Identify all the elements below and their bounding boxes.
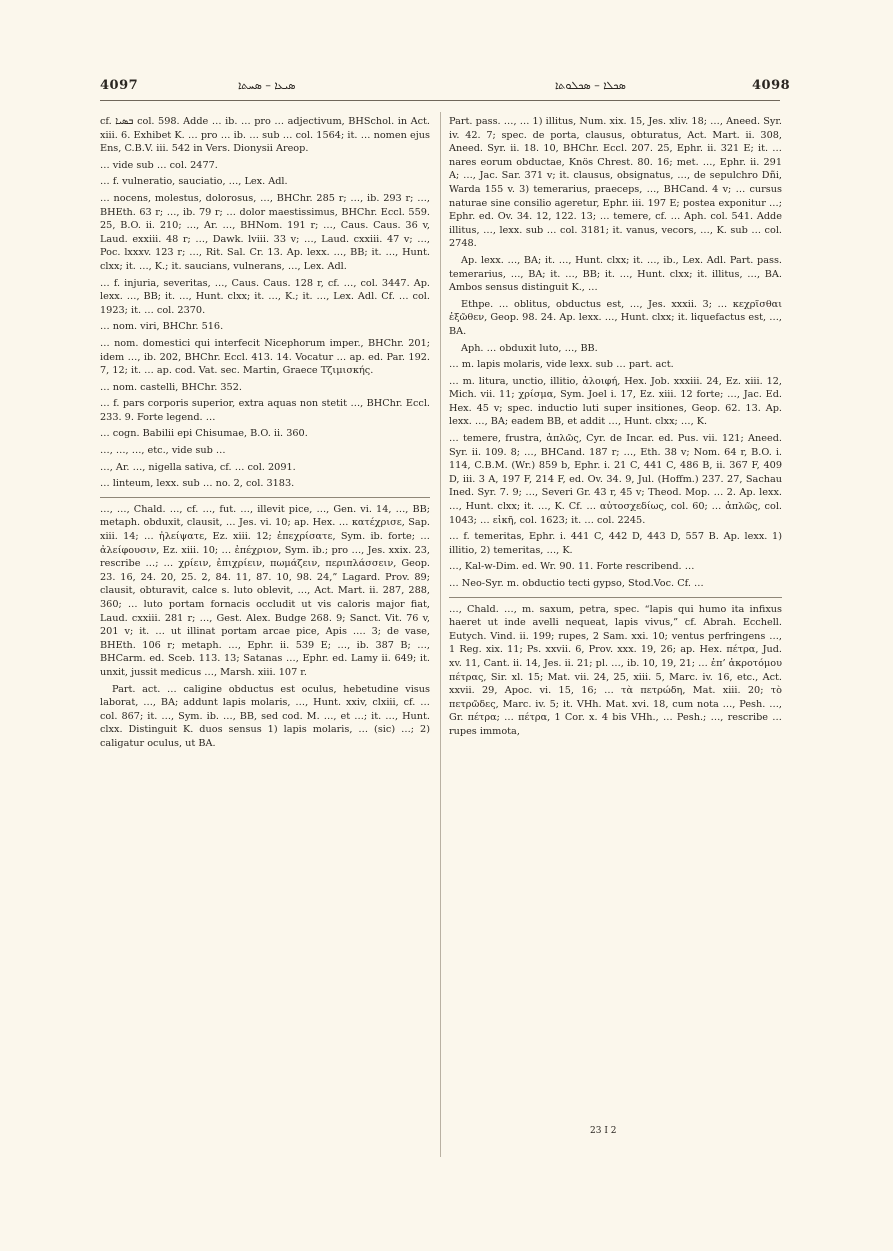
column-divider bbox=[440, 112, 441, 1157]
page-header bbox=[0, 78, 893, 102]
dictionary-entry: Ap. lexx. …, BA; it. …, Hunt. clxx; it. …, ib., Lex. Adl. Part. pass. temerarius, …, BA; it. …, BB; it. …, Hunt. clxx; it. illitus, …, BA. Ambos sensus distinguit K., … bbox=[449, 254, 782, 294]
dictionary-entry: … m. lapis molaris, vide lexx. sub … part. act. bbox=[449, 359, 674, 371]
dictionary-entry: … Neo-Syr. m. obductio tecti gypso, Stod.Voc. Cf. … bbox=[449, 578, 704, 589]
dictionary-entry: Aph. … obduxit luto, …, BB. bbox=[461, 342, 598, 354]
dictionary-entry: … vide sub … col. 2477. bbox=[100, 159, 218, 171]
dictionary-entry: … m. litura, unctio, illitio, ἀλοιφή, Hex. Job. xxxiii. 24, Ez. xiii. 12, Mich. vii. 11; χρίσμα, Sym. Joel i. 17, Ez. xiii. 12 forte; …, Jac. Ed. Hex. 45 v; spec. inductio luti super insitiones, Geop. 62. 13. Ap. lexx. …, BA; eadem BB, et addit …, Hunt. clxx; …, K. bbox=[449, 375, 782, 428]
dictionary-entry: …, Ar. …, nigella sativa, cf. … col. 2091. bbox=[100, 461, 296, 473]
header-rule bbox=[100, 100, 780, 101]
dictionary-entry: …, Chald. …, m. saxum, petra, spec. “lapis qui humo ita infixus haeret ut inde avelli nequeat, lapis vivus,” cf. Abrah. Ecchell. Eutych. Vind. ii. 199; rupes, 2 Sam. xxi. 10; ventus perfringens …, 1 Reg. xix. 11; Ps. xxvii. 6, Prov. xxx. 19, 26; ap. Hex. πέτρα, Jud. xv. 11, Cant. ii. 14, Jes. ii. 21; pl. …, ib. 10, 19, 21; … ἐπ’ ἀκροτόμου πέτρας, Sir. xl. 15; Mat. vii. 24, 25, xiii. 5, Marc. iv. 16, etc., Act. xxvii. 29, Apoc. vi. 15, 16; … τὰ πετρώδη, Mat. xiii. 20; τὸ πετρῶδες, Marc. iv. 5; it. VHh. Mat. xvi. 18, cum nota …, Pesh. …, Gr. πέτρα; … πέτρα, 1 Cor. x. 4 bis VHh., … Pesh.; …, rescribe … rupes immota, bbox=[449, 597, 782, 739]
dictionary-entry: …, …, Chald. …, cf. …, fut. …, illevit pice, …, Gen. vi. 14, …, BB; metaph. obduxit, clausit, … Jes. vi. 10; ap. Hex. … κατέχρισε, Sap. xiii. 14; … ἠλείψατε, Ez. xiii. 12; ἐπεχρίσατε, Sym. ib. forte; … ἀλείφουσιν, Ez. xiii. 10; … ἐπέχριον, Sym. ib.; pro …, Jes. xxix. 23, rescribe …; … χρίειν, ἐπιχρίειν, πωμάζειν, περιπλάσσειν, Geop. 23. 16, 24. 20, 25. 2, 84. 11, 87. 10, 98. 24,” Lagard. Prov. 89; clausit, obturavit, calce s. luto oblevit, …, Act. Mart. ii. 287, 288, 360; … luto portam fornacis occludit ut vis caloris major fiat, Laud. cxxiii. 281 r; …, Gest. Alex. Budge 268. 9; Sanct. Vit. 76 v, 201 v; it. … ut illinat portam arcae pice, Apis …. 3; de vase, BHEth. 106 r; metaph. …, Ephr. ii. 539 E; …, ib. 387 B; …, BHCarm. ed. Sceb. 113. 13; Satanas …, Ephr. ed. Lamy ii. 649; it. unxit, jussit medicus …, Marsh. xiii. 107 r. bbox=[100, 497, 430, 680]
right-column bbox=[449, 115, 782, 742]
dictionary-entry: … temere, frustra, ἀπλῶς, Cyr. de Incar. ed. Pus. vii. 121; Aneed. Syr. ii. 109. 8; …, BHCand. 187 r; …, Eth. 38 v; Nom. 64 r, B.O. i. 114, C.B.M. (Wr.) 859 b, Ephr. i. 21 C, 441 C, 486 B, ii. 367 F, 409 D, iii. 3 A, 197 F, 214 F, ed. Ov. 34. 9, Jul. (Hoffm.) 237. 27, Sachau Ined. Syr. 7. 9; …, Severi Gr. 43 r, 45 v; Theod. Mop. … 2. Ap. lexx. …, Hunt. clxx; it. …, K. Cf. … αὐτοσχεδίως, col. 60; … ἁπλῶς, col. 1043; … εἰκῆ, col. 1623; it. … col. 2245. bbox=[449, 433, 782, 526]
dictionary-entry: … f. pars corporis superior, extra aquas non stetit …, BHChr. Eccl. 233. 9. Forte legend. … bbox=[100, 398, 430, 423]
dictionary-entry: …, Kal-w-Dim. ed. Wr. 90. 11. Forte rescribend. … bbox=[449, 561, 695, 573]
dictionary-entry: Part. pass. …, … 1) illitus, Num. xix. 15, Jes. xliv. 18; …, Aneed. Syr. iv. 42. 7; spec. de porta, clausus, obturatus, Act. Mart. ii. 308, Aneed. Syr. ii. 18. 10, BHChr. Eccl. 207. 25, Ephr. ii. 321 E; it. … nares eorum obductae, Knös Chrest. 80. 16; met. …, Ephr. ii. 291 A; …, Jac. Sar. 371 v; it. clausus, obsignatus, …, de sepulchro Dñi, Warda 155 v. 3) temerarius, praeceps, …, BHCand. 4 v; … cursus naturae sine consilio ageretur, Ephr. iii. 197 E; postea exponitur …; Ephr. ed. Ov. 34. 12, 122. 13; … temere, cf. … Aph. col. 541. Adde illitus, …, lexx. sub … col. 3181; it. vanus, vecors, …, K. sub … col. 2748. bbox=[449, 116, 782, 250]
dictionary-entry: … nocens, molestus, dolorosus, …, BHChr. 285 r; …, ib. 293 r; …, BHEth. 63 r; …, ib. 79 r; … dolor maestissimus, BHChr. Eccl. 559. 25, B.O. ii. 210; …, Ar. …, BHNom. 191 r; …, Caus. Caus. 36 v, Laud. exxiii. 48 r; …, Dawk. lviii. 33 v; …, Laud. cxxiii. 47 v; …, Poc. lxxxv. 123 r; …, Rit. Sal. Cr. 13. Ap. lexx. …, BB; it. …, Hunt. clxx; it. …, K.; it. saucians, vulnerans, …, Lex. Adl. bbox=[100, 192, 430, 272]
dictionary-entry: … nom. domestici qui interfecit Nicephorum imper., BHChr. 201; idem …, ib. 202, BHChr. Eccl. 413. 14. Vocatur … ap. ed. Par. 192. 7, 12; it. … ap. cod. Vat. sec. Martin, Graece Τζιμισκής. bbox=[100, 337, 430, 377]
dictionary-entry: cf. ܒܣܝܐ col. 598. Adde … ib. … pro … adjectivum, BHSchol. in Act. xiii. 6. Exhibet K. … pro … ib. … sub … col. 1564; it. … nomen ejus Ens, C.B.V. iii. 542 in Vers. Dionysii Areop. bbox=[100, 116, 430, 155]
dictionary-entry: … f. vulneratio, sauciatio, …, Lex. Adl. bbox=[100, 176, 288, 188]
dictionary-entry: Ethpe. … oblitus, obductus est, …, Jes. xxxii. 3; … κεχρῖσθαι ἐξῶθεν, Geop. 98. 24. Ap. lexx. …, Hunt. clxx; it. liquefactus est, …, BA. bbox=[449, 298, 782, 337]
dictionary-entry: … f. injuria, severitas, …, Caus. Caus. 128 r, cf. …, col. 3447. Ap. lexx. …, BB; it. …, Hunt. clxx; it. …, K.; it. …, Lex. Adl. Cf. … col. 1923; it. … col. 2370. bbox=[100, 277, 430, 316]
dictionary-entry: … linteum, lexx. sub … no. 2, col. 3183. bbox=[100, 478, 295, 490]
dictionary-entry: …, …, …, etc., vide sub … bbox=[100, 445, 226, 457]
dictionary-entry: Part. act. … caligine obductus est oculus, hebetudine visus laborat, …, BA; addunt lapis molaris, …, Hunt. xxiv, clxiii, cf. … col. 867; it. …, Sym. ib. …, BB, sed cod. M. …, et …; it. …, Hunt. clxx. Distinguit K. duos sensus 1) lapis molaris, … (sic) …; 2) caligatur oculus, ut BA. bbox=[100, 683, 430, 749]
dictionary-entry: … f. temeritas, Ephr. i. 441 C, 442 D, 443 D, 557 B. Ap. lexx. 1) illitio, 2) temeritas, …, K. bbox=[449, 531, 782, 556]
dictionary-entry: … nom. castelli, BHChr. 352. bbox=[100, 381, 242, 393]
dictionary-entry: … cogn. Babilii epi Chisumae, B.O. ii. 360. bbox=[100, 428, 308, 440]
dictionary-entry: … nom. viri, BHChr. 516. bbox=[100, 321, 224, 333]
left-column bbox=[100, 115, 430, 754]
left-page-number: 4097 bbox=[100, 78, 139, 93]
right-page-number: 4098 bbox=[752, 78, 791, 93]
left-running-head: ܣܝܥܐ – ܣܚܬܐ bbox=[238, 79, 296, 92]
signature-mark: 23 I 2 bbox=[590, 1126, 617, 1136]
right-running-head: ܣܟܠܐ – ܣܟܠܘܬܐ bbox=[555, 79, 626, 92]
